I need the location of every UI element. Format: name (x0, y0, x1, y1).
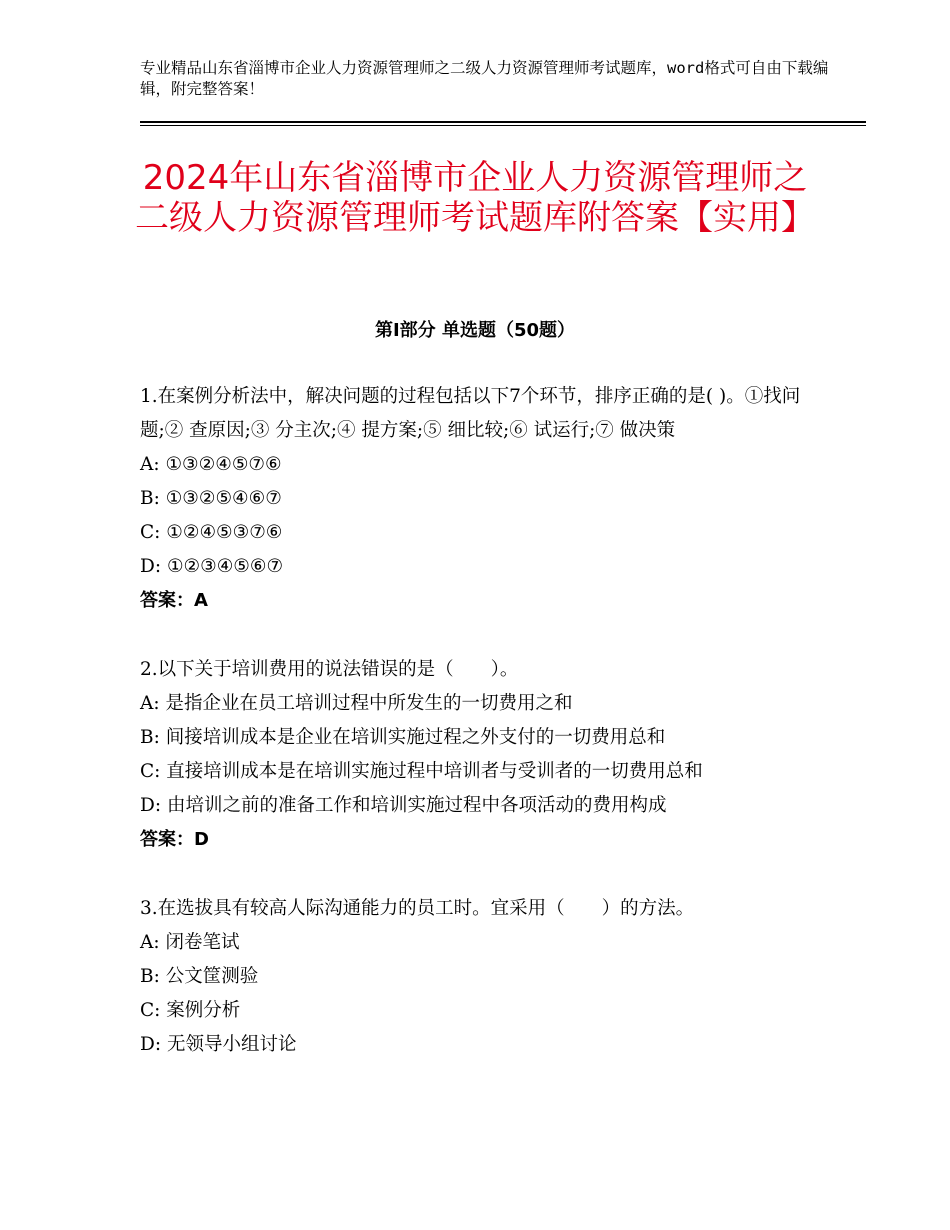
answer: 答案：A (140, 590, 208, 611)
header-note: 专业精品山东省淄博市企业人力资源管理师之二级人力资源管理师考试题库，word格式可自由下载编辑，附完整答案！ (140, 59, 829, 98)
question-stem: 1.在案例分析法中，解决问题的过程包括以下7个环节，排序正确的是( )。①找问题;② 查原因;③ 分主次;④ 提方案;⑤ 细比较;⑥ 试运行;⑦ 做决策 (140, 386, 801, 441)
option-d: D: 无领导小组讨论 (140, 1034, 297, 1055)
option-b: B: 公文筐测验 (140, 966, 259, 987)
option-d: D: 由培训之前的准备工作和培训实施过程中各项活动的费用构成 (140, 795, 667, 816)
option-c: C: 案例分析 (140, 1000, 241, 1021)
option-c: C: ①②④⑤③⑦⑥ (140, 522, 283, 543)
question-1 (140, 380, 820, 618)
option-a: A: ①③②④⑤⑦⑥ (140, 454, 282, 475)
question-3 (140, 892, 820, 1062)
question-stem: 3.在选拔具有较高人际沟通能力的员工时。宜采用（ ）的方法。 (140, 898, 695, 919)
option-a: A: 闭卷笔试 (140, 932, 240, 953)
question-2 (140, 653, 820, 857)
option-b: B: ①③②⑤④⑥⑦ (140, 488, 282, 509)
section-title: 第Ⅰ部分 单选题（50题） (374, 320, 575, 341)
question-list (140, 380, 820, 1097)
header-divider-thin (140, 125, 866, 126)
question-stem: 2.以下关于培训费用的说法错误的是（ ）。 (140, 659, 519, 680)
option-d: D: ①②③④⑤⑥⑦ (140, 556, 284, 577)
option-b: B: 间接培训成本是企业在培训实施过程之外支付的一切费用总和 (140, 727, 666, 748)
answer: 答案：D (140, 829, 209, 850)
option-a: A: 是指企业在员工培训过程中所发生的一切费用之和 (140, 693, 573, 714)
option-c: C: 直接培训成本是在培训实施过程中培训者与受训者的一切费用总和 (140, 761, 703, 782)
header-divider (140, 121, 866, 123)
document-title: 2024年山东省淄博市企业人力资源管理师之二级人力资源管理师考试题库附答案【实用】 (135, 158, 815, 238)
